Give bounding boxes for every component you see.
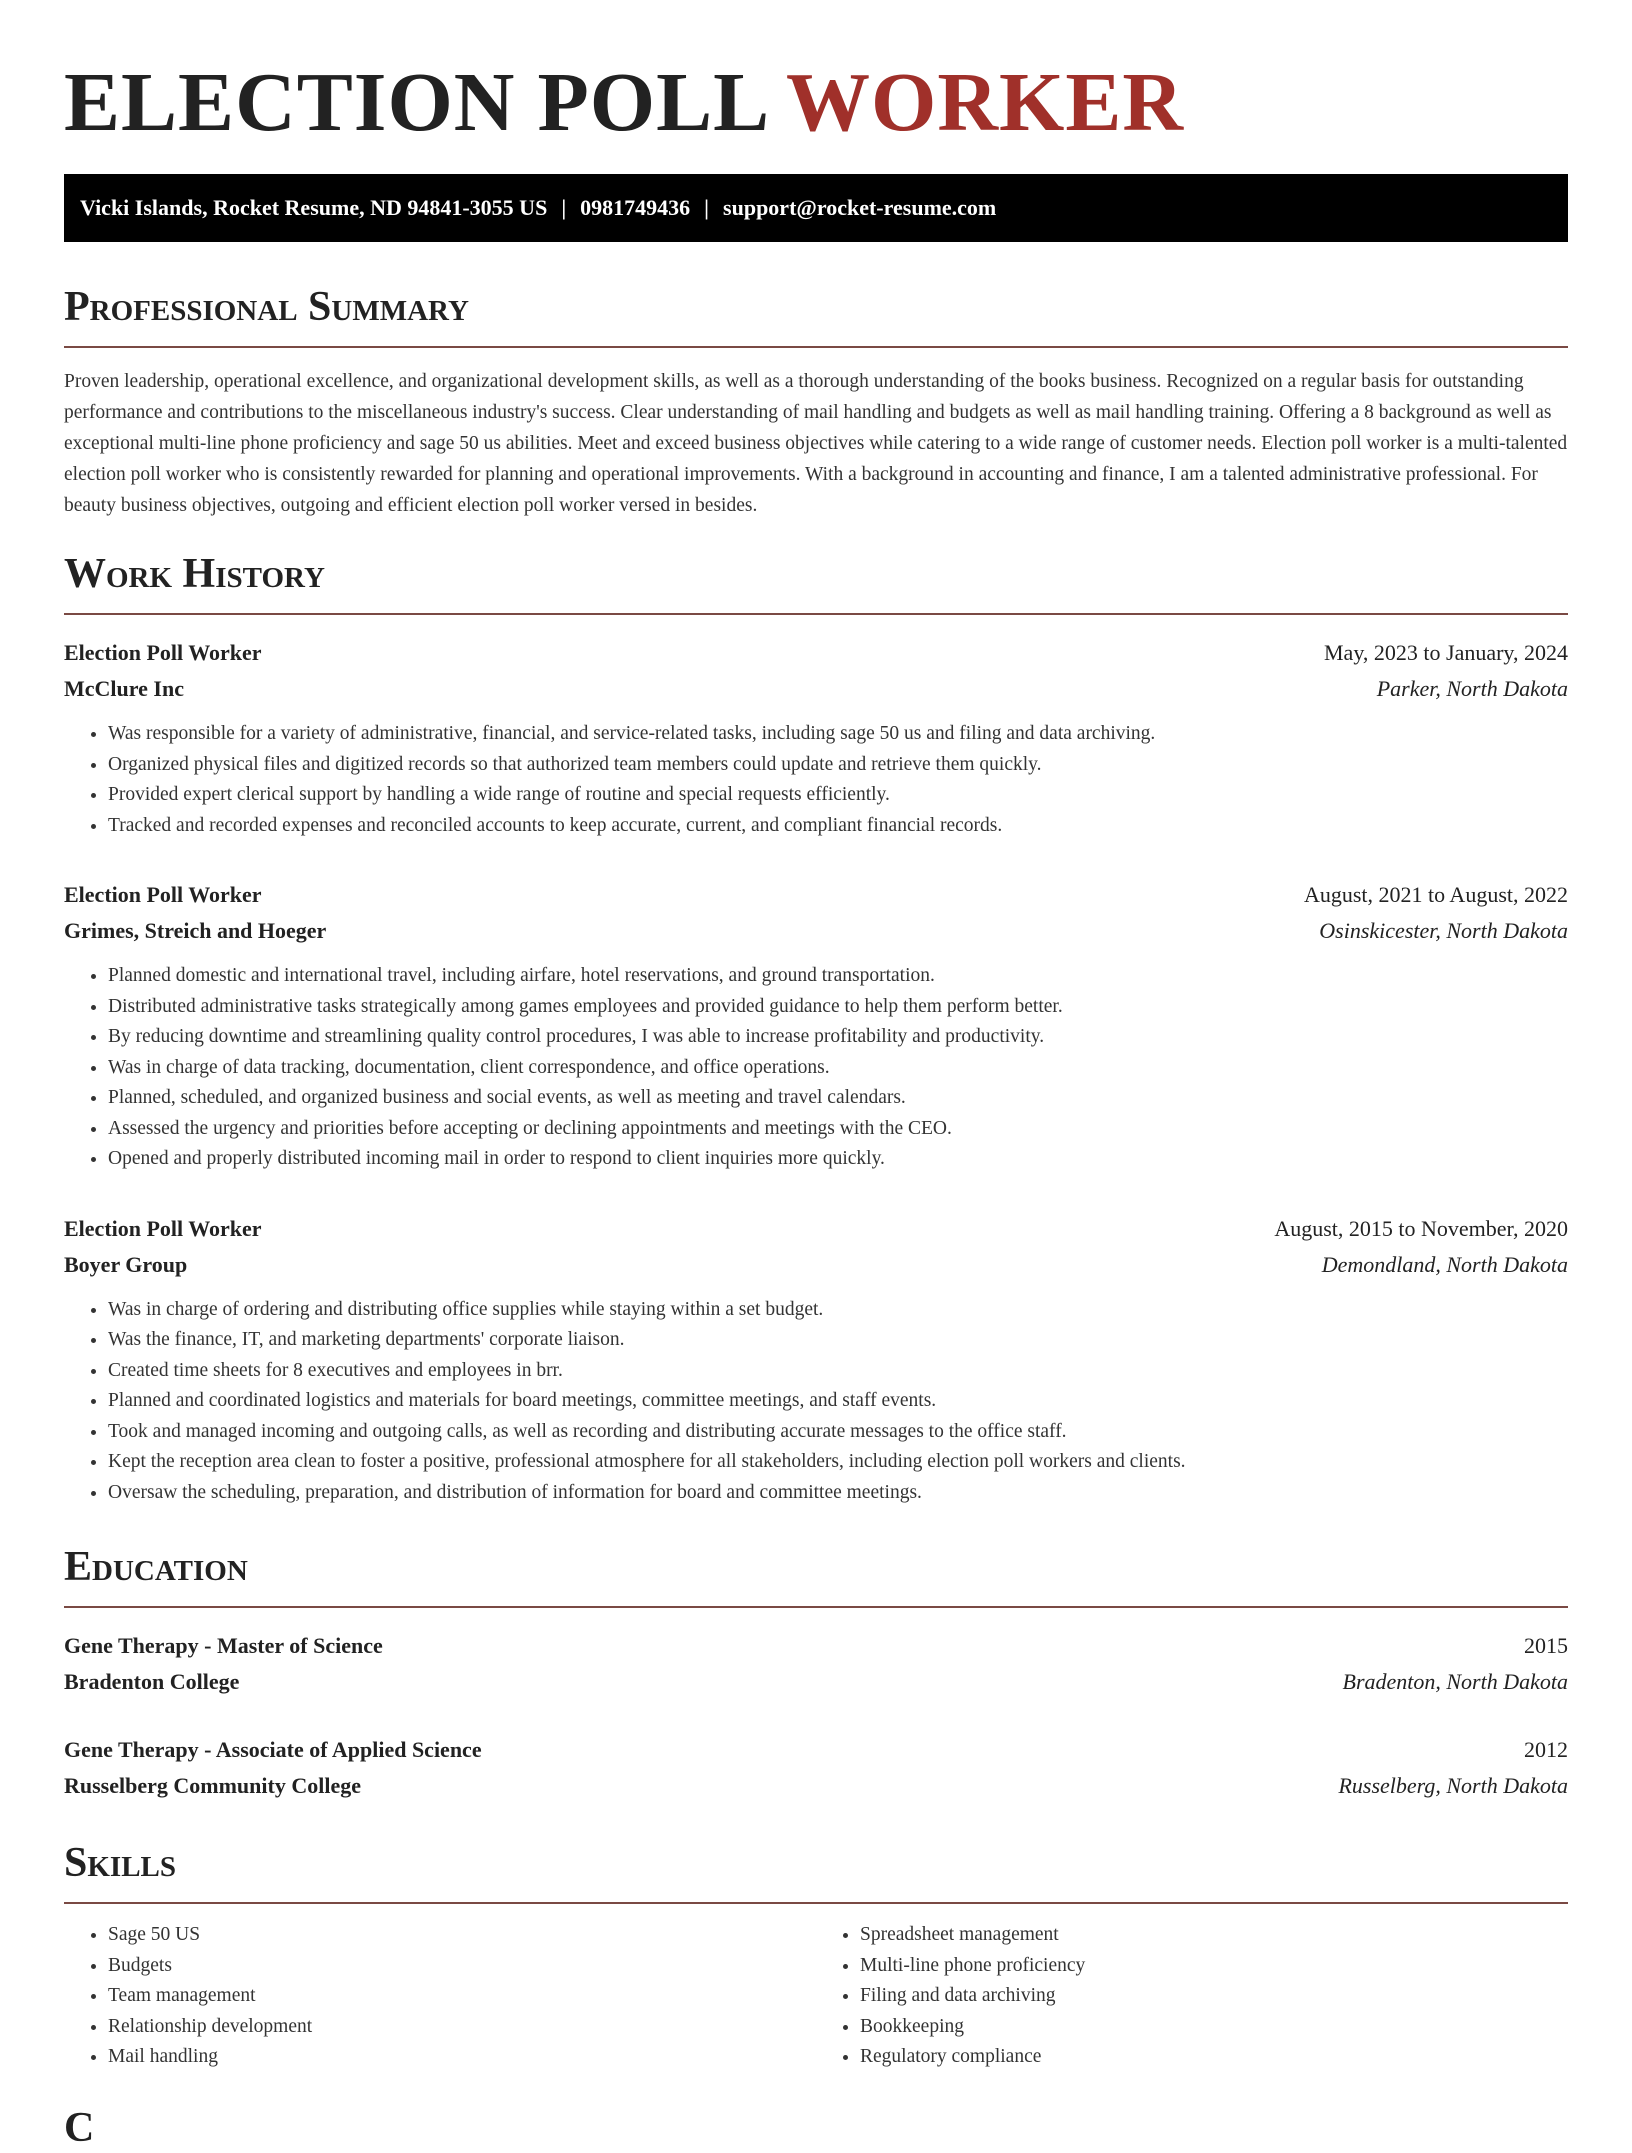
work-entry [64,1211,1568,1509]
job-location: Osinskicester, North Dakota [1319,918,1568,943]
job-dates: August, 2015 to November, 2020 [1274,1215,1568,1241]
education-location: Russelberg, North Dakota [1338,1773,1568,1798]
job-bullet: • Created time sheets for 8 executives and employees in brr. [108,1356,1568,1387]
contact-separator: | [561,195,567,220]
job-bullet: • Planned and coordinated logistics and materials for board meetings, committee meetings, and staff events. [108,1386,1568,1417]
skills-heading: Skills [64,1838,1568,1904]
education-year: 2012 [1524,1737,1568,1762]
job-location: Parker, North Dakota [1376,676,1568,701]
job-bullets [64,961,1568,1175]
job-bullet: • Was responsible for a variety of administrative, financial, and service-related tasks, including sage 50 us and filing and data archiving. [108,719,1568,750]
job-title: Election Poll Worker [64,1215,262,1241]
contact-address: Vicki Islands, Rocket Resume, ND 94841-3055 US [80,195,548,220]
summary-heading: Professional Summary [64,282,1568,348]
job-location: Demondland, North Dakota [1321,1251,1568,1277]
job-bullet: • Was in charge of ordering and distributing office supplies while staying within a set budget. [108,1295,1568,1326]
title-main: ELECTION POLL [64,56,766,149]
contact-email: support@rocket-resume.com [723,195,997,220]
skill-item: • Budgets [108,1951,816,1982]
skill-item: • Filing and data archiving [860,1981,1568,2012]
contact-bar [64,174,1568,242]
work-entry [64,635,1568,841]
skills-column-left [64,1920,816,2073]
skill-item: • Bookkeeping [860,2012,1568,2043]
skill-item: • Multi-line phone proficiency [860,1951,1568,1982]
education-entry [64,1628,1568,1700]
skill-item: • Team management [108,1981,816,2012]
job-dates: May, 2023 to January, 2024 [1324,640,1568,665]
job-title: Election Poll Worker [64,640,262,665]
education-year: 2015 [1524,1633,1568,1658]
job-bullet: • Kept the reception area clean to foster a positive, professional atmosphere for all stakeholders, including election poll workers and clients. [108,1447,1568,1478]
education-degree: Gene Therapy - Associate of Applied Science [64,1737,482,1762]
title-accent: WORKER [786,56,1185,149]
education-degree-row [64,1732,1568,1768]
job-bullet: • Planned domestic and international travel, including airfare, hotel reservations, and ground transportation. [108,961,1568,992]
work-entry-title-row [64,1211,1568,1247]
education-entry [64,1732,1568,1804]
job-bullet: • Oversaw the scheduling, preparation, and distribution of information for board and committee meetings. [108,1478,1568,1509]
skill-item: • Regulatory compliance [860,2042,1568,2073]
education-degree-row [64,1628,1568,1664]
job-dates: August, 2021 to August, 2022 [1303,882,1568,907]
job-bullet: • Took and managed incoming and outgoing calls, as well as recording and distributing accurate messages to the office staff. [108,1417,1568,1448]
job-bullet: • Opened and properly distributed incoming mail in order to respond to client inquiries more quickly. [108,1144,1568,1175]
skill-item: • Mail handling [108,2042,816,2073]
next-section-heading-cutoff: C [64,2104,95,2151]
work-history-heading: Work History [64,549,1568,615]
job-bullet: • Tracked and recorded expenses and reconciled accounts to keep accurate, current, and compliant financial records. [108,811,1568,842]
skills-column-right [816,1920,1568,2073]
resume-page [64,0,1568,2153]
skills-grid [64,1920,1568,2073]
work-entry-company-row [64,913,1568,949]
education-location: Bradenton, North Dakota [1342,1669,1568,1694]
education-school: Bradenton College [64,1669,240,1694]
education-degree: Gene Therapy - Master of Science [64,1633,383,1658]
work-entry-company-row [64,1247,1568,1283]
job-bullet: • Was the finance, IT, and marketing departments' corporate liaison. [108,1325,1568,1356]
job-bullet: • Organized physical files and digitized records so that authorized team members could update and retrieve them quickly. [108,750,1568,781]
work-entry-title-row [64,635,1568,671]
contact-phone: 0981749436 [580,195,691,220]
skill-item: • Sage 50 US [108,1920,816,1951]
job-bullet: • Distributed administrative tasks strategically among games employees and provided guidance to help them perform better. [108,992,1568,1023]
job-bullet: • By reducing downtime and streamlining quality control procedures, I was able to increase profitability and productivity. [108,1022,1568,1053]
job-company: McClure Inc [64,676,184,701]
contact-separator: | [704,195,710,220]
job-bullet: • Assessed the urgency and priorities before accepting or declining appointments and meetings with the CEO. [108,1114,1568,1145]
education-school-row [64,1664,1568,1700]
education-school-row [64,1768,1568,1804]
job-bullets [64,719,1568,841]
job-title: Election Poll Worker [64,882,262,907]
education-school: Russelberg Community College [64,1773,361,1798]
job-bullet: • Planned, scheduled, and organized business and social events, as well as meeting and travel calendars. [108,1083,1568,1114]
job-bullet: • Was in charge of data tracking, documentation, client correspondence, and office operations. [108,1053,1568,1084]
summary-text: Proven leadership, operational excellence, and organizational development skills, as well as a thorough understanding of the books business. Recognized on a regular basis for outstanding performance and contributions to the miscellaneous industry's success. Clear understanding of mail handling and budgets as well as mail handling training. Offering a 8 background as well as exceptional multi-line phone proficiency and sage 50 us abilities. Meet and exceed business objectives while catering to a wide range of customer needs. Election poll worker is a multi-talented election poll worker who is consistently rewarded for planning and operational improvements. With a background in accounting and finance, I am a talented administrative professional. For beauty business objectives, outgoing and efficient election poll worker versed in besides. [64,371,1568,516]
work-entry-title-row [64,877,1568,913]
resume-title [64,0,1568,154]
skill-item: • Spreadsheet management [860,1920,1568,1951]
job-company: Boyer Group [64,1251,188,1277]
work-entry-company-row [64,671,1568,707]
job-company: Grimes, Streich and Hoeger [64,918,327,943]
education-heading: Education [64,1542,1568,1608]
job-bullet: • Provided expert clerical support by handling a wide range of routine and special requests efficiently. [108,780,1568,811]
job-bullets [64,1295,1568,1509]
skill-item: • Relationship development [108,2012,816,2043]
work-entry [64,877,1568,1175]
